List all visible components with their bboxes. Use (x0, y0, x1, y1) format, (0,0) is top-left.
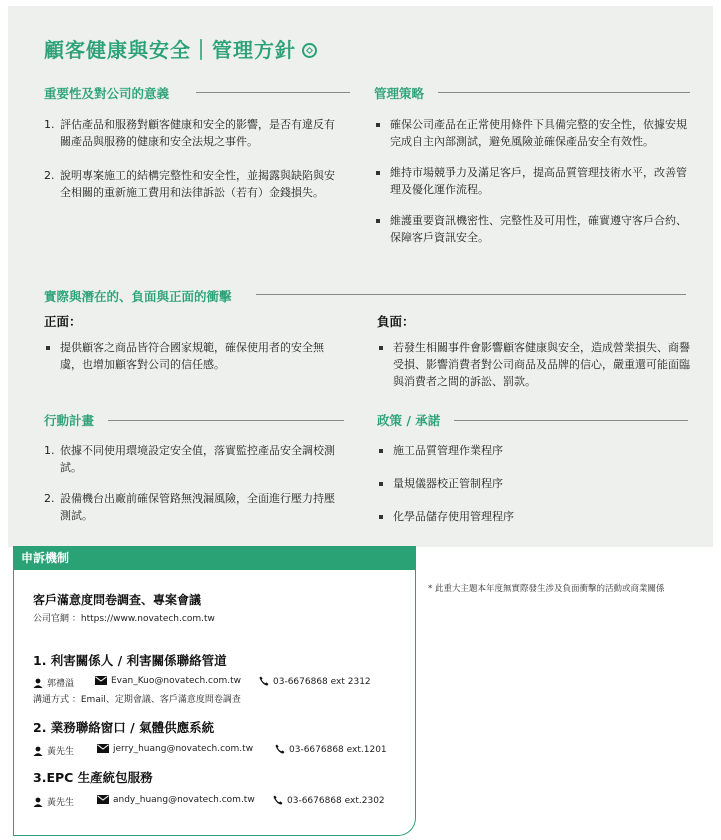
list-item: 確保公司產品在正常使用條件下具備完整的安全性，依據安規完成自主內部測試，避免風險並確保產品安全有效性。 (374, 116, 692, 150)
contact-email[interactable]: jerry_huang@novatech.com.tw (113, 744, 254, 754)
item-number: 1. (44, 118, 55, 131)
mail-icon (97, 795, 109, 804)
significance-list (44, 116, 344, 201)
list-item (44, 442, 344, 476)
strategy-list (374, 116, 692, 246)
list-item: 量規儀器校正管制程序 (377, 475, 687, 492)
phone-icon (275, 744, 285, 754)
strategy-heading: 管理策略 (374, 86, 425, 101)
policy-list (377, 442, 687, 525)
person-icon (33, 746, 43, 756)
grievance-heading: 申訴機制 (13, 546, 416, 570)
section-1-title: 1. 利害關係人 / 利害關係聯絡管道 (33, 653, 227, 668)
list-item (44, 167, 344, 201)
list-item: 化學品儲存使用管理程序 (377, 508, 687, 525)
policy-heading: 政策 / 承諾 (377, 413, 441, 428)
item-text: 說明專案施工的結構完整性和安全性，並揭露與缺陷與安全相關的重新施工費用和法律訴訟（若有）金錢損失。 (60, 169, 335, 199)
contact-email[interactable]: Evan_Kuo@novatech.com.tw (111, 676, 241, 686)
negative-list (377, 339, 692, 390)
significance-heading: 重要性及對公司的意義 (44, 86, 170, 101)
item-text: 評估產品和服務對顧客健康和安全的影響，是否有違反有關產品與服務的健康和安全法規之事件。 (60, 118, 335, 148)
contact-row-1 (33, 676, 403, 688)
positive-list (44, 339, 344, 373)
section-3-title: 3.EPC 生產統包服務 (33, 770, 153, 785)
survey-title: 客戶滿意度問卷調查、專案會議 (33, 593, 202, 607)
mail-icon (95, 676, 107, 685)
item-number: 2. (44, 169, 55, 182)
significance-rule (196, 92, 350, 93)
impact-rule (256, 294, 686, 295)
contact-phone: 03-6676868 ext.1201 (289, 745, 387, 755)
compass-icon (302, 43, 317, 58)
list-item (44, 490, 344, 524)
contact-phone: 03-6676868 ext.2302 (287, 796, 385, 806)
positive-label: 正面： (44, 314, 82, 329)
list-item (44, 116, 344, 150)
item-number: 1. (44, 444, 55, 457)
action-heading: 行動計畫 (44, 413, 95, 428)
phone-icon (273, 795, 283, 805)
impact-heading: 實際與潛在的、負面與正面的衝擊 (44, 289, 232, 304)
list-item: 維持市場競爭力及滿足客戶，提高品質管理技術水平，改善管理及優化運作流程。 (374, 164, 692, 198)
contact-row-3 (33, 795, 403, 807)
contact-phone: 03-6676868 ext 2312 (273, 677, 371, 687)
list-item: 維護重要資訊機密性、完整性及可用性，確實遵守客戶合約、保障客戶資訊安全。 (374, 212, 692, 246)
contact-row-2 (33, 744, 403, 756)
communication-methods: 溝通方式 ：Email、定期會議、客戶滿意度問卷調查 (33, 695, 241, 705)
footnote: * 此重大主題本年度無實際發生涉及負面衝擊的活動或商業關係 (428, 584, 665, 594)
policy-rule (454, 420, 688, 421)
item-number: 2. (44, 492, 55, 505)
contact-email[interactable]: andy_huang@novatech.com.tw (113, 795, 255, 805)
item-text: 依據不同使用環境設定安全值，落實監控產品安全調校測試。 (60, 444, 335, 474)
item-text: 設備機台出廠前確保管路無洩漏風險，全面進行壓力持壓測試。 (60, 492, 335, 522)
phone-icon (259, 676, 269, 686)
strategy-rule (438, 92, 690, 93)
mail-icon (97, 744, 109, 753)
list-item: 若發生相關事件會影響顧客健康與安全，造成營業損失、商譽受損、影響消費者對公司商品及品牌的信心，嚴重還可能面臨與消費者之間的訴訟、罰款。 (377, 339, 692, 390)
website-link[interactable]: 公司官網 ：https://www.novatech.com.tw (33, 614, 215, 624)
contact-name: 黃先生 (47, 747, 75, 757)
page-title (44, 34, 317, 63)
action-list (44, 442, 344, 524)
negative-label: 負面： (377, 314, 415, 329)
list-item: 提供顧客之商品皆符合國家規範，確保使用者的安全無虞，也增加顧客對公司的信任感。 (44, 339, 344, 373)
list-item: 施工品質管理作業程序 (377, 442, 687, 459)
page-title-text: 顧客健康與安全｜管理方針 (44, 38, 296, 62)
action-rule (108, 420, 344, 421)
contact-name: 郭禮溢 (47, 679, 75, 689)
person-icon (33, 797, 43, 807)
contact-name: 黃先生 (47, 798, 75, 808)
person-icon (33, 678, 43, 688)
section-2-title: 2. 業務聯絡窗口 / 氣體供應系統 (33, 720, 215, 735)
